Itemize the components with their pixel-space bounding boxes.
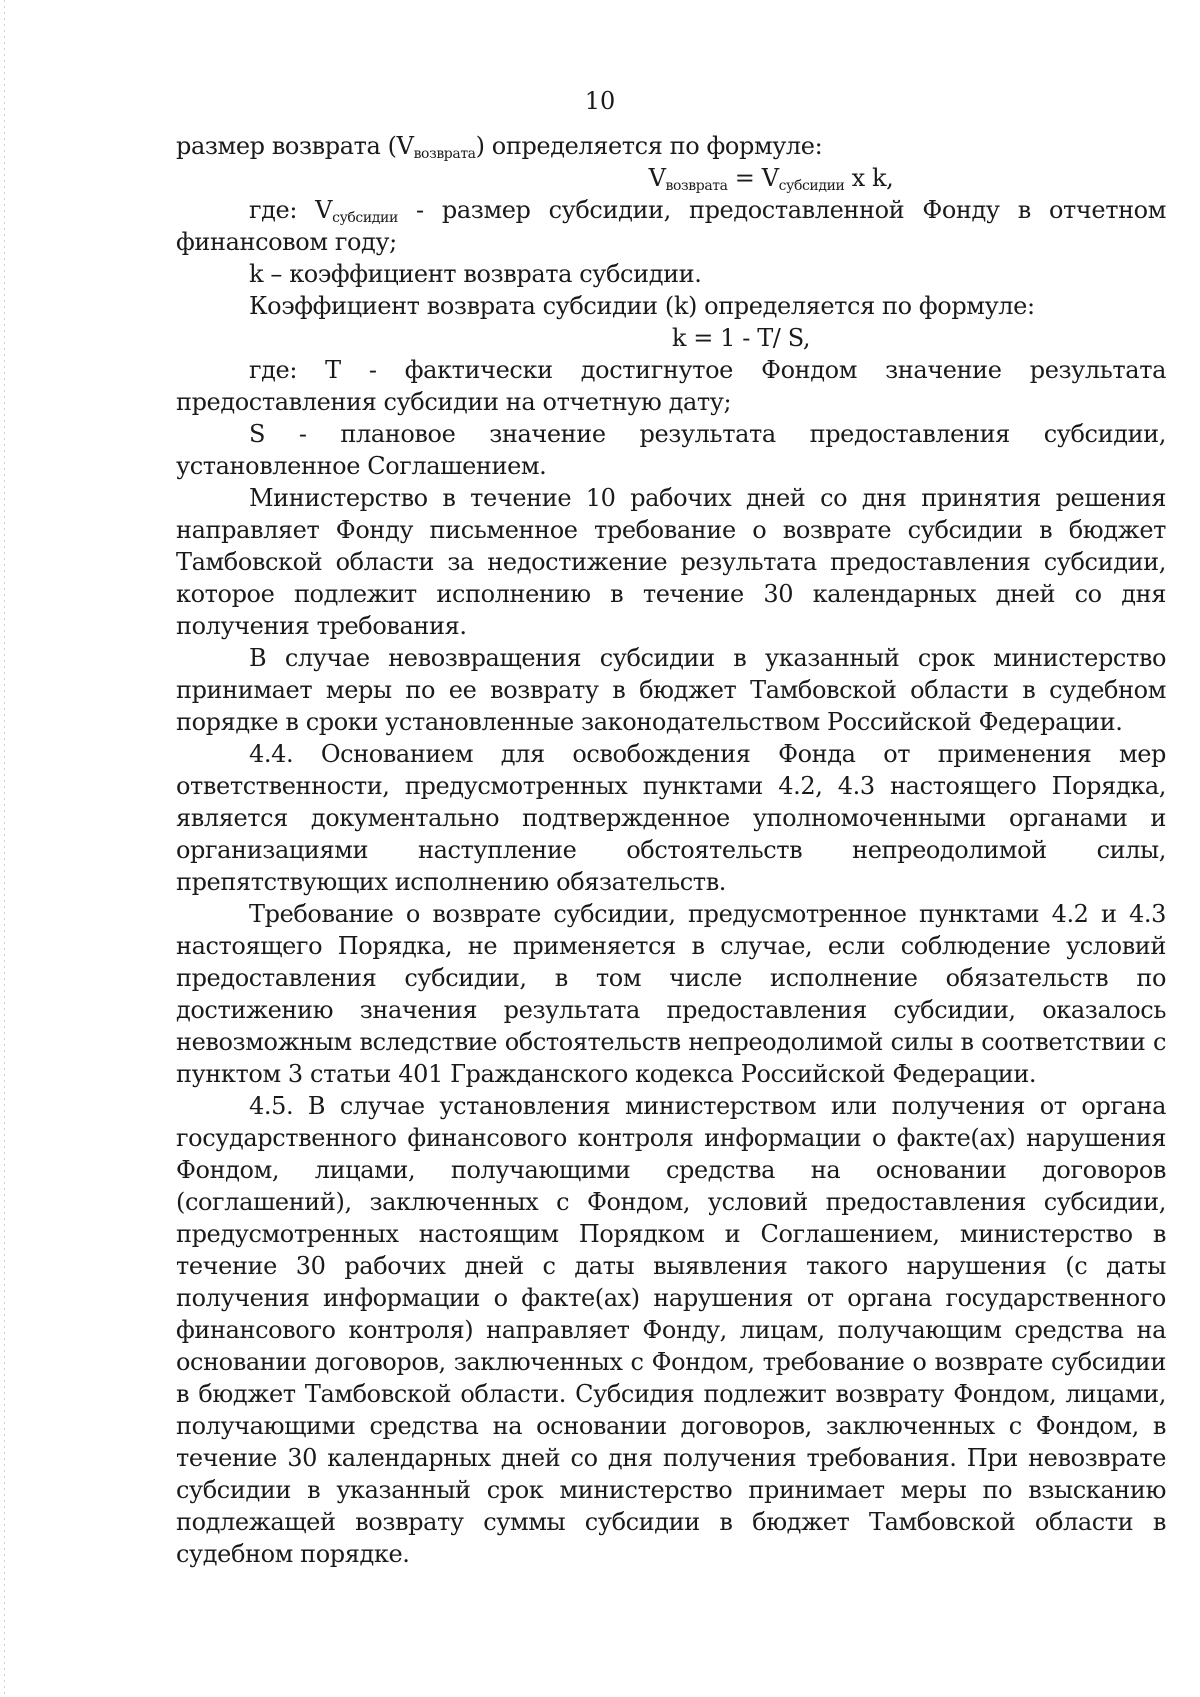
text-run: ) определяется по формуле: (475, 132, 823, 160)
paragraph-s-def: S - плановое значение результата предоставления субсидии, установленное Соглашением. (176, 420, 1166, 480)
paragraph-intro (176, 130, 1166, 162)
document-body (176, 130, 1166, 1570)
subscript: субсидии (332, 210, 398, 226)
paragraph-ministry-demand: Министерство в течение 10 рабочих дней со дня принятия решения направляет Фонду письменное требование о возврате субсидии в бюджет Тамбовской области за недостижение результата предоставления субсидии, которое подлежит исполнению в течение 30 календарных дней со дня получения требования. (176, 484, 1166, 640)
subscript: возврата (665, 178, 728, 194)
paragraph-4-5: 4.5. В случае установления министерством или получения от органа государственного финансового контроля информации о факте(ах) нарушения Фондом, лицами, получающими средства на основании договоров (соглашений), заключенных с Фондом, условий предоставления субсидии, предусмотренных настоящим Порядком и Соглашением, министерство в течение 30 рабочих дней с даты выявления такого нарушения (с даты получения информации о факте(ах) нарушения от органа государственного финансового контроля) направляет Фонду, лицам, получающим средства на основании договоров, заключенных с Фондом, требование о возврате субсидии в бюджет Тамбовской области. Субсидия подлежит возврату Фондом, лицами, получающими средства на основании договоров, заключенных с Фондом, в течение 30 календарных дней со дня получения требования. При невозврате субсидии в указанный срок министерство принимает меры по взысканию подлежащей возврату суммы субсидии в бюджет Тамбовской области в судебном порядке. (176, 1092, 1166, 1568)
paragraph-where-v (176, 194, 1166, 258)
formula-refund (176, 162, 1166, 194)
scan-edge (4, 0, 5, 1697)
text-run: размер возврата (V (176, 132, 414, 160)
text-run: = V (727, 164, 779, 192)
text-run: х k, (844, 164, 894, 192)
formula-k: k = 1 - T/ S, (671, 324, 811, 352)
paragraph-where-t: где: Т - фактически достигнутое Фондом значение результата предоставления субсидии на отчетную дату; (176, 356, 1166, 416)
subscript: субсидии (778, 178, 845, 194)
subscript: возврата (413, 146, 476, 162)
text-run: V (648, 164, 666, 192)
page-number: 10 (584, 87, 616, 115)
text-run: - размер субсидии, предоставленной Фонду в отчетном финансовом году; (176, 196, 1166, 256)
text-run: где: V (249, 196, 333, 224)
paragraph-non-return: В случае невозвращения субсидии в указанный срок министерство принимает меры по ее возврату в бюджет Тамбовской области в судебном порядке в сроки установленные законодательством Российской Федерации. (176, 644, 1166, 736)
paragraph-k-formula-intro: Коэффициент возврата субсидии (k) определяется по формуле: (249, 292, 1035, 320)
paragraph-k-def: k – коэффициент возврата субсидии. (249, 260, 702, 288)
paragraph-force-majeure: Требование о возврате субсидии, предусмотренное пунктами 4.2 и 4.3 настоящего Порядка, не применяется в случае, если соблюдение условий предоставления субсидии, в том числе исполнение обязательств по достижению значения результата предоставления субсидии, оказалось невозможным вследствие обстоятельств непреодолимой силы в соответствии с пунктом 3 статьи 401 Гражданского кодекса Российской Федерации. (176, 900, 1166, 1088)
paragraph-4-4: 4.4. Основанием для освобождения Фонда от применения мер ответственности, предусмотренных пунктами 4.2, 4.3 настоящего Порядка, является документально подтвержденное уполномоченными органами и организациями наступление обстоятельств непреодолимой силы, препятствующих исполнению обязательств. (176, 740, 1166, 896)
